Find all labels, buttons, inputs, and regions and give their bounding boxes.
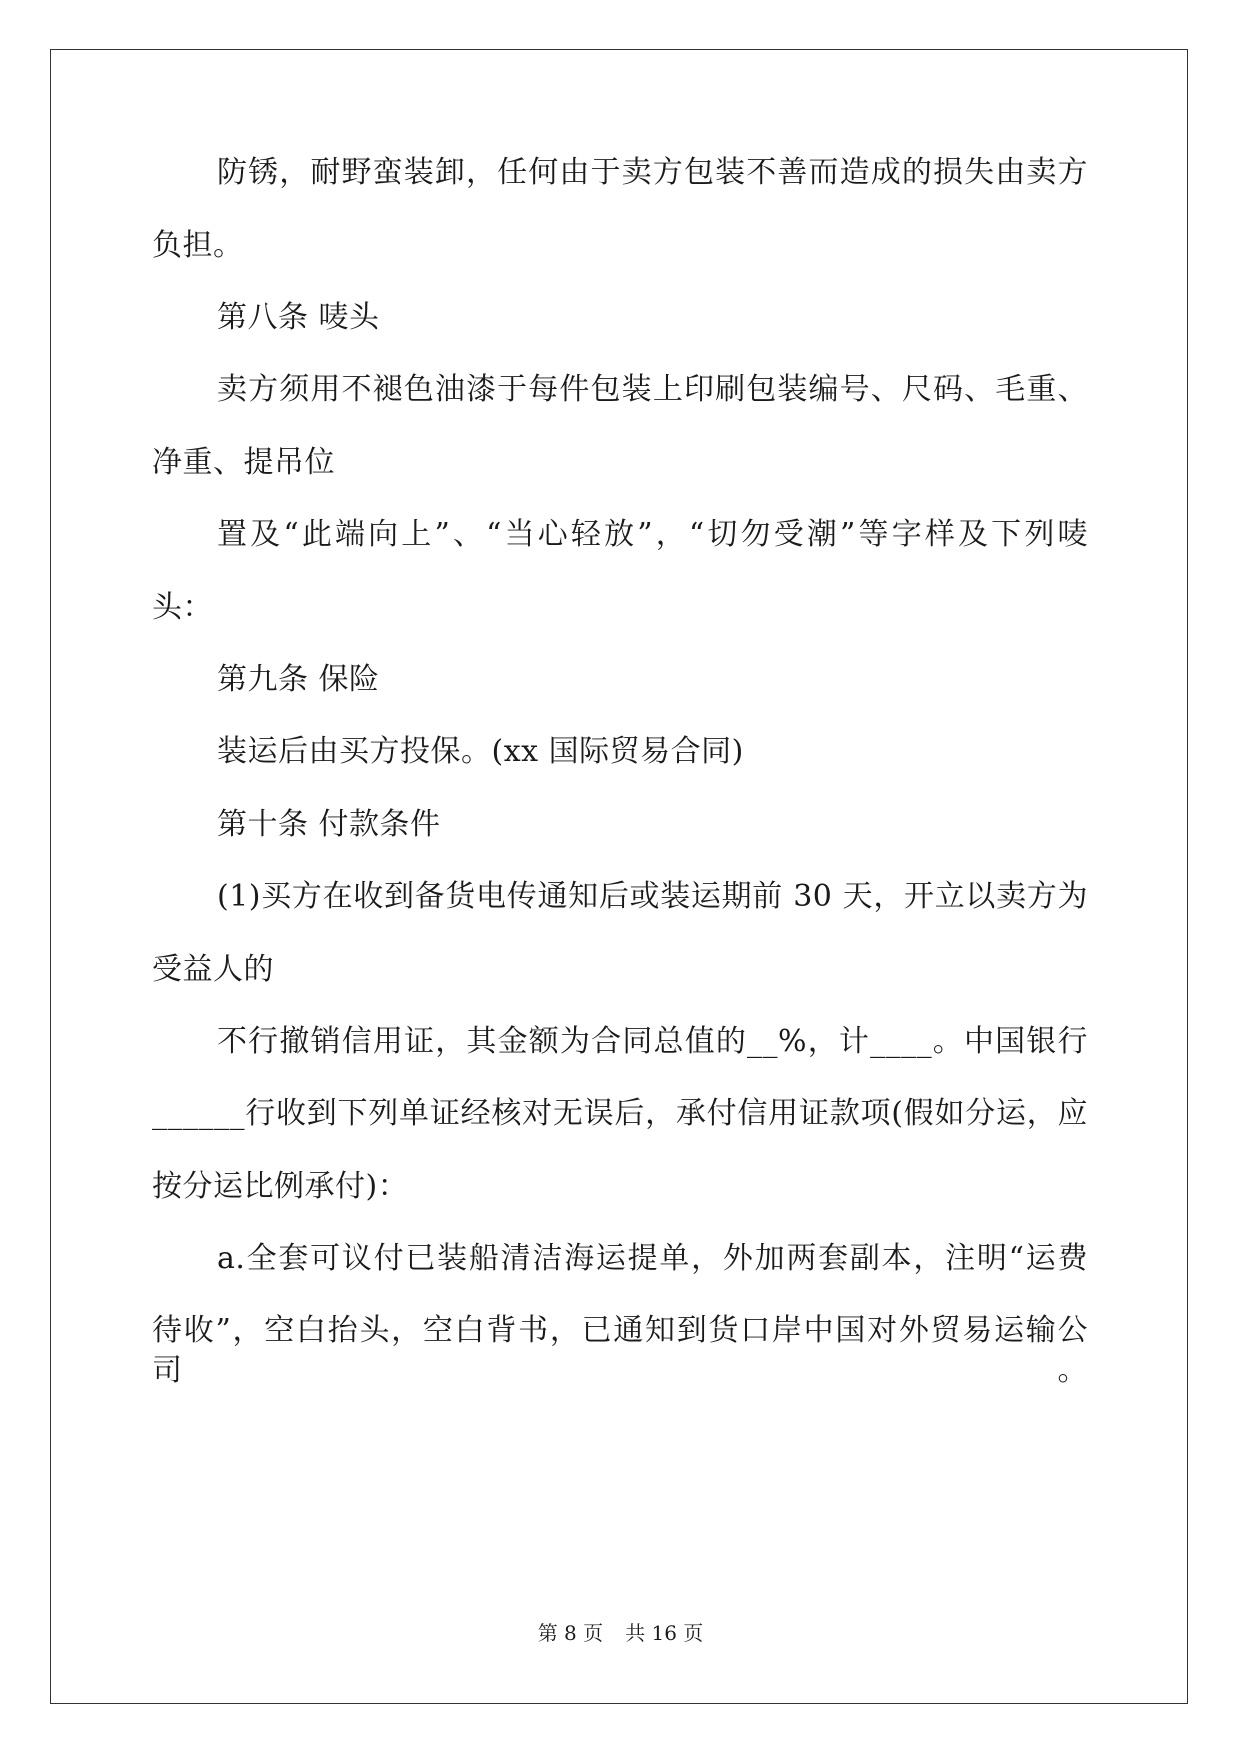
paragraph-line: 不行撤销信用证，其金额为合同总值的__%，计____。中国银行 <box>217 1024 1088 1059</box>
paragraph-line: 置及“此端向上”、“当心轻放”，“切勿受潮”等字样及下列唛 <box>217 517 1088 552</box>
section-heading: 第九条 保险 <box>217 662 380 697</box>
paragraph-line: 负担。 <box>152 228 244 263</box>
paragraph-line: ______行收到下列单证经核对无误后，承付信用证款项(假如分运，应 <box>152 1096 1088 1131</box>
paragraph-line: 按分运比例承付)： <box>152 1169 409 1204</box>
paragraph-line: 待收”，空白抬头，空白背书，已通知到货口岸中国对外贸易运输公司。 <box>152 1313 1088 1388</box>
paragraph-line: 受益人的 <box>152 952 274 987</box>
paragraph-line: a.全套可议付已装船清洁海运提单，外加两套副本，注明“运费 <box>217 1241 1088 1276</box>
paragraph-line: (1)买方在收到备货电传通知后或装运期前 30 天，开立以卖方为 <box>217 879 1088 914</box>
section-heading: 第八条 唛头 <box>217 300 380 335</box>
page-number: 第 8 页 <box>537 1621 604 1645</box>
paragraph-line: 头： <box>152 590 213 625</box>
paragraph-line: 净重、提吊位 <box>152 445 335 480</box>
page-footer <box>0 1620 1241 1646</box>
paragraph-line: 卖方须用不褪色油漆于每件包装上印刷包装编号、尺码、毛重、 <box>217 372 1088 407</box>
total-pages: 共 16 页 <box>625 1621 704 1645</box>
paragraph-line: 防锈，耐野蛮装卸，任何由于卖方包装不善而造成的损失由卖方 <box>217 155 1088 190</box>
paragraph-line: 装运后由买方投保。(xx 国际贸易合同) <box>217 734 744 769</box>
section-heading: 第十条 付款条件 <box>217 807 441 842</box>
